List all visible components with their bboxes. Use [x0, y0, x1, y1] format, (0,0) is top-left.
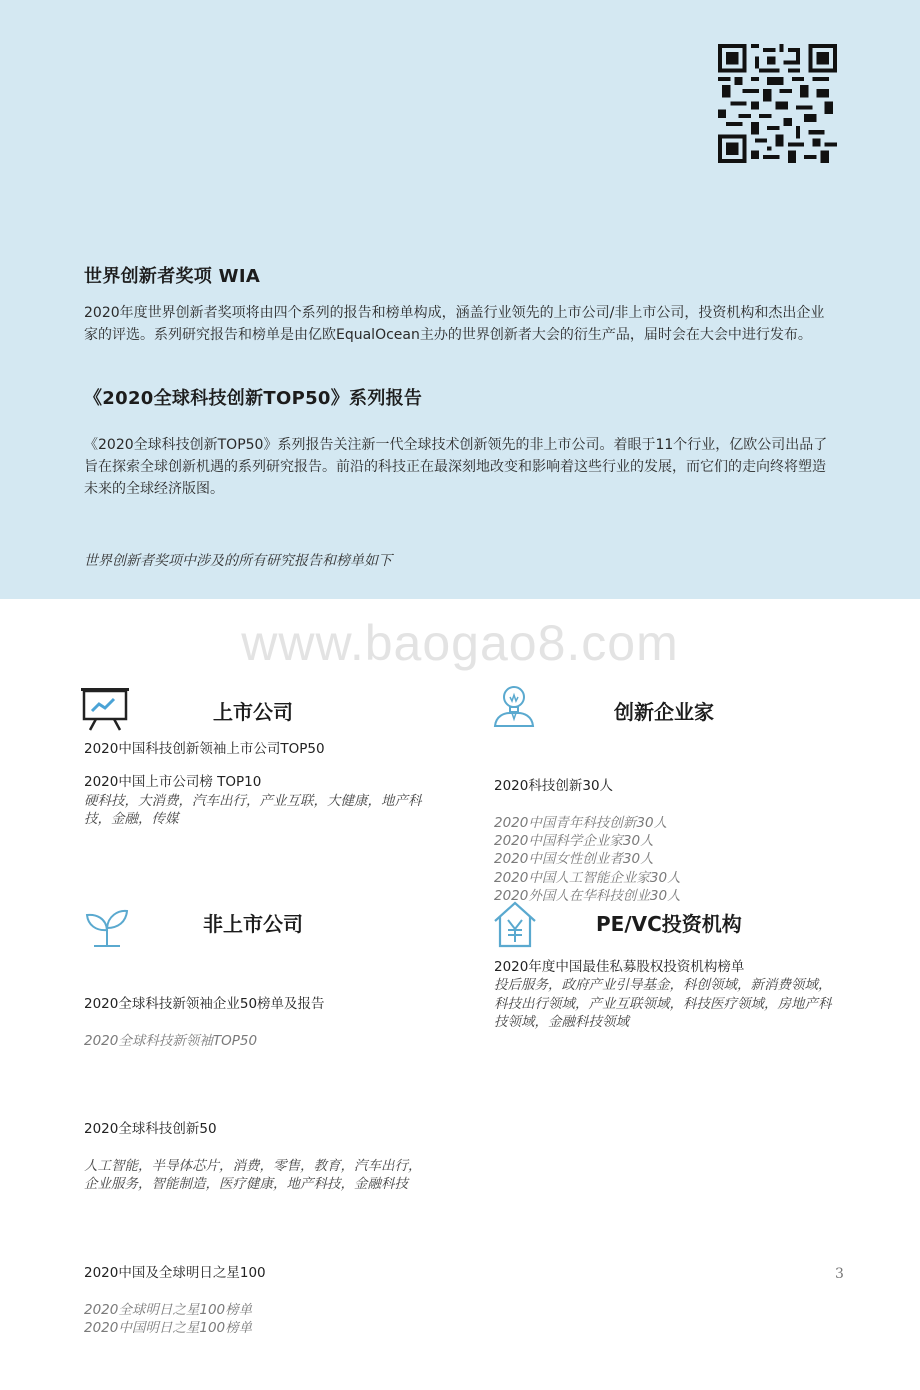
list-item-detail: 2020中国青年科技创新30人 2020中国科学企业家30人 2020中国女性创业者30人 2020中国人工智能企业家30人 2020外国人在华科技创业30人: [494, 814, 681, 905]
investors-section-title: PE/VC投资机构: [596, 912, 742, 936]
unlisted-list: [84, 958, 434, 1390]
list-item-detail: 人工智能，半导体芯片，消费，零售，教育，汽车出行，企业服务，智能制造，医疗健康，地产科技，金融科技: [84, 1158, 422, 1193]
report-series-description: 《2020全球科技创新TOP50》系列报告关注新一代全球技术创新领先的非上市公司。着眼于11个行业，亿欧公司出品了旨在探索全球创新机遇的系列研究报告。前沿的科技正在最深刻地改变和影响着这些行业的发展，而它们的走向终将塑造未来的全球经济版图。: [84, 437, 828, 497]
list-item: [84, 740, 434, 758]
list-item-title: 2020全球科技创新50: [84, 1121, 217, 1138]
list-item-detail: 投后服务，政府产业引导基金，科创领域，新消费领域，科技出行领域，产业互联领域，科技医疗领域，房地产科技领域，金融科技领域: [494, 977, 832, 1031]
presentation-board-icon: [80, 686, 130, 731]
list-item: [494, 958, 839, 1032]
wia-title: 世界创新者奖项 WIA: [84, 266, 261, 287]
list-item: [84, 773, 434, 828]
lightbulb-person-icon: [492, 682, 536, 728]
list-item-title: 2020中国及全球明日之星100: [84, 1265, 266, 1282]
qr-code: [718, 44, 837, 163]
entrepreneurs-section-title: 创新企业家: [614, 700, 714, 724]
list-item-title: 2020中国科技创新领袖上市公司TOP50: [84, 741, 325, 757]
sprout-icon: [84, 906, 130, 948]
wia-description: 2020年度世界创新者奖项将由四个系列的报告和榜单构成，涵盖行业领先的上市公司/非上市公司，投资机构和杰出企业家的评选。系列研究报告和榜单是由亿欧EqualOcean主办的世界创新者大会的衍生产品，届时会在大会中进行发布。: [84, 305, 825, 343]
list-item-detail: 2020全球明日之星100榜单 2020中国明日之星100榜单: [84, 1301, 253, 1337]
list-item: [494, 758, 839, 924]
house-yen-icon: [492, 900, 538, 948]
list-item-title: 2020全球科技新领袖企业50榜单及报告: [84, 995, 325, 1012]
list-item-title: 2020科技创新30人: [494, 777, 614, 794]
report-series-title: 《2020全球科技创新TOP50》系列报告: [84, 388, 423, 409]
list-item-title: 2020年度中国最佳私募股权投资机构榜单: [494, 959, 745, 975]
list-item-title: 2020中国上市公司榜 TOP10: [84, 774, 262, 791]
watermark: www.baogao8.com: [241, 615, 679, 671]
intro-italic: 世界创新者奖项中涉及的所有研究报告和榜单如下: [84, 553, 392, 569]
list-item: [84, 976, 434, 1068]
listed-section-title: 上市公司: [213, 700, 293, 724]
page-number: 3: [835, 1266, 844, 1282]
list-item: [84, 1102, 434, 1212]
list-item-detail: 2020全球科技新领袖TOP50: [84, 1032, 258, 1049]
investors-list: [494, 958, 839, 1047]
unlisted-section-title: 非上市公司: [203, 912, 303, 936]
list-item: [84, 1246, 434, 1356]
listed-list: [84, 740, 434, 844]
list-item-detail: 硬科技，大消费，汽车出行，产业互联，大健康，地产科技，金融，传媒: [84, 792, 422, 828]
